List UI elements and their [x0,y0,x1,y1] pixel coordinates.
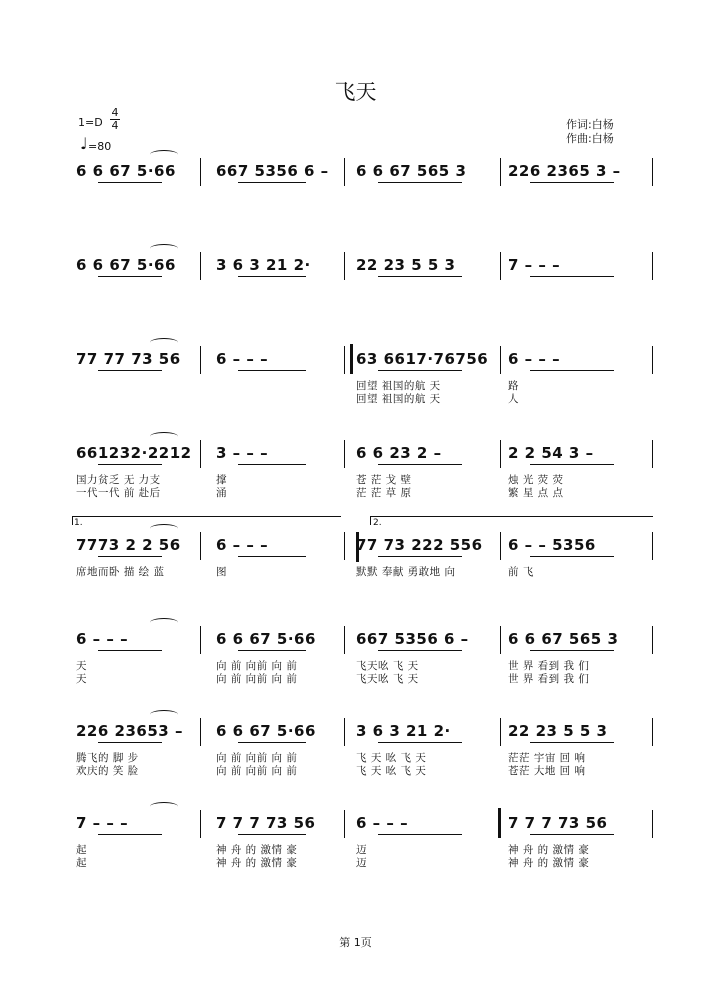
time-signature [110,107,120,132]
bar-line [652,532,653,560]
beam-line [238,834,306,835]
bar-line [500,440,501,468]
measure: 226 23653 – [76,722,183,740]
beam-line [98,834,162,835]
beam-line [98,370,162,371]
beam-line [238,650,306,651]
time-top: 4 [111,106,119,119]
bar-line [344,626,345,654]
measure: 6 6 67 565 3 [356,162,467,180]
lyric-line-2: 向 前 向前 向 前 [216,765,298,777]
volta-label-2: 2. [373,518,382,528]
measure: 226 2365 3 – [508,162,621,180]
lyric-line-1: 向 前 向前 向 前 [216,660,298,672]
measure: 6 6 23 2 – [356,444,442,462]
measure: 6 6 67 5·66 [216,630,316,648]
lyric-line-1: 烛 光 荧 荧 [508,474,564,486]
lyric-line-1: 国力贫乏 无 力支 [76,474,161,486]
beam-line [530,556,614,557]
bar-line [344,440,345,468]
slur-arc [150,802,178,811]
bar-line [200,810,201,838]
beam-line [530,276,614,277]
measure: 661232·2212 [76,444,192,462]
measure: 7 – – – [508,256,561,274]
slur-arc [150,150,178,159]
bar-line [652,158,653,186]
beam-line [530,370,614,371]
beam-line [98,556,162,557]
beam-line [378,834,462,835]
measure: 6 – – – [216,536,269,554]
slur-arc [150,244,178,253]
beam-line [530,742,614,743]
lyric-line-1: 世 界 看到 我 们 [508,660,590,672]
beam-line [98,182,162,183]
bar-line [500,252,501,280]
bar-line [652,626,653,654]
measure: 77 73 222 556 [356,536,483,554]
bar-line [500,158,501,186]
bar-line [200,718,201,746]
page-number: 第 1页 [339,936,372,949]
lyric-line-1: 神 舟 的 激情 豪 [216,844,298,856]
lyric-line-1: 起 [76,844,87,856]
measure: 6 – – – [76,630,129,648]
beam-line [530,650,614,651]
repeat-sign [356,532,362,562]
beam-line [238,276,306,277]
lyric-line-2: 世 界 看到 我 们 [508,673,590,685]
bar-line [344,346,345,374]
lyric-line-2: 迈 [356,857,367,869]
lyric-line-2: 天 [76,673,87,685]
measure: 3 – – – [216,444,269,462]
slur-arc [150,432,178,441]
bar-line [652,810,653,838]
beam-line [378,182,462,183]
lyric-line-2: 神 舟 的 激情 豪 [508,857,590,869]
beam-line [98,650,162,651]
beam-line [98,464,162,465]
repeat-sign [498,808,504,838]
measure: 2 2 54 3 – [508,444,594,462]
bar-line [652,440,653,468]
lyric-line-2: 一代一代 前 赴后 [76,487,161,499]
measure: 63 6617·76756 [356,350,489,368]
beam-line [378,556,462,557]
lyric-line-1: 天 [76,660,87,672]
measure: 6 – – 5356 [508,536,596,554]
lyric-line-1: 席地而卧 描 绘 蓝 [76,566,165,578]
beam-line [378,742,462,743]
measure: 6 – – – [356,814,409,832]
bar-line [652,718,653,746]
volta-bracket-1 [72,516,341,525]
lyric-line-1: 向 前 向前 向 前 [216,752,298,764]
lyric-line-1: 神 舟 的 激情 豪 [508,844,590,856]
measure: 6 – – – [216,350,269,368]
measure: 6 6 67 565 3 [508,630,619,648]
bar-line [344,252,345,280]
beam-line [378,464,462,465]
lyric-line-2: 起 [76,857,87,869]
lyric-line-1: 苍 茫 戈 壁 [356,474,412,486]
volta-bracket-2 [370,516,653,525]
bar-line [500,626,501,654]
bar-line [652,252,653,280]
lyric-line-1: 默默 奉献 勇敢地 向 [356,566,456,578]
measure: 667 5356 6 – [216,162,329,180]
measure: 3 6 3 21 2· [216,256,311,274]
lyric-line-2: 神 舟 的 激情 豪 [216,857,298,869]
bar-line [500,532,501,560]
beam-line [98,276,162,277]
lyric-line-2: 涌 [216,487,227,499]
key-signature: 1=D [78,116,103,129]
measure: 7 – – – [76,814,129,832]
measure: 6 6 67 5·66 [76,256,176,274]
measure: 22 23 5 5 3 [508,722,608,740]
bar-line [200,626,201,654]
volta-label-1: 1. [74,518,83,528]
lyric-line-1: 飞 天 吆 飞 天 [356,752,427,764]
measure: 77 77 73 56 [76,350,181,368]
beam-line [378,650,462,651]
measure: 6 6 67 5·66 [76,162,176,180]
bar-line [500,718,501,746]
bar-line [200,532,201,560]
tempo-mark: =80 [88,140,112,153]
bar-line [200,252,201,280]
beam-line [238,464,306,465]
slur-arc [150,338,178,347]
time-bottom: 4 [111,119,119,132]
composer-credit: 作曲:白杨 [566,132,614,145]
lyric-line-2: 人 [508,393,519,405]
beam-line [530,182,614,183]
bar-line [344,532,345,560]
lyric-line-1: 前 飞 [508,566,534,578]
lyric-line-1: 飞天吆 飞 天 [356,660,419,672]
lyric-line-2: 向 前 向前 向 前 [216,673,298,685]
beam-line [238,182,306,183]
beam-line [530,464,614,465]
beam-line [378,276,462,277]
beam-line [98,742,162,743]
beam-line [238,370,306,371]
measure: 7 7 7 73 56 [216,814,316,832]
beam-line [238,556,306,557]
lyric-line-1: 路 [508,380,519,392]
lyric-line-2: 回望 祖国的航 天 [356,393,441,405]
measure: 7773 2 2 56 [76,536,181,554]
lyric-line-1: 撑 [216,474,227,486]
lyric-line-2: 茫 茫 草 原 [356,487,412,499]
bar-line [652,346,653,374]
measure: 6 – – – [508,350,561,368]
slur-arc [150,710,178,719]
lyric-line-1: 腾飞的 脚 步 [76,752,139,764]
bar-line [200,158,201,186]
quarter-note-icon: ♩ [80,134,88,153]
measure: 6 6 67 5·66 [216,722,316,740]
lyric-line-1: 回望 祖国的航 天 [356,380,441,392]
beam-line [378,370,462,371]
beam-line [238,742,306,743]
lyricist-credit: 作词:白杨 [566,118,614,131]
slur-arc [150,618,178,627]
lyric-line-2: 繁 星 点 点 [508,487,564,499]
bar-line [200,346,201,374]
lyric-line-2: 欢庆的 笑 脸 [76,765,139,777]
page-title: 飞天 [334,80,377,104]
bar-line [500,346,501,374]
measure: 7 7 7 73 56 [508,814,608,832]
lyric-line-2: 苍茫 大地 回 响 [508,765,586,777]
bar-line [344,158,345,186]
measure: 22 23 5 5 3 [356,256,456,274]
repeat-sign [350,344,356,374]
bar-line [200,440,201,468]
slur-arc [150,524,178,533]
lyric-line-2: 飞天吆 飞 天 [356,673,419,685]
bar-line [344,718,345,746]
beam-line [530,834,614,835]
lyric-line-1: 茫茫 宇宙 回 响 [508,752,586,764]
measure: 3 6 3 21 2· [356,722,451,740]
lyric-line-1: 迈 [356,844,367,856]
lyric-line-1: 图 [216,566,227,578]
bar-line [344,810,345,838]
lyric-line-2: 飞 天 吆 飞 天 [356,765,427,777]
measure: 667 5356 6 – [356,630,469,648]
